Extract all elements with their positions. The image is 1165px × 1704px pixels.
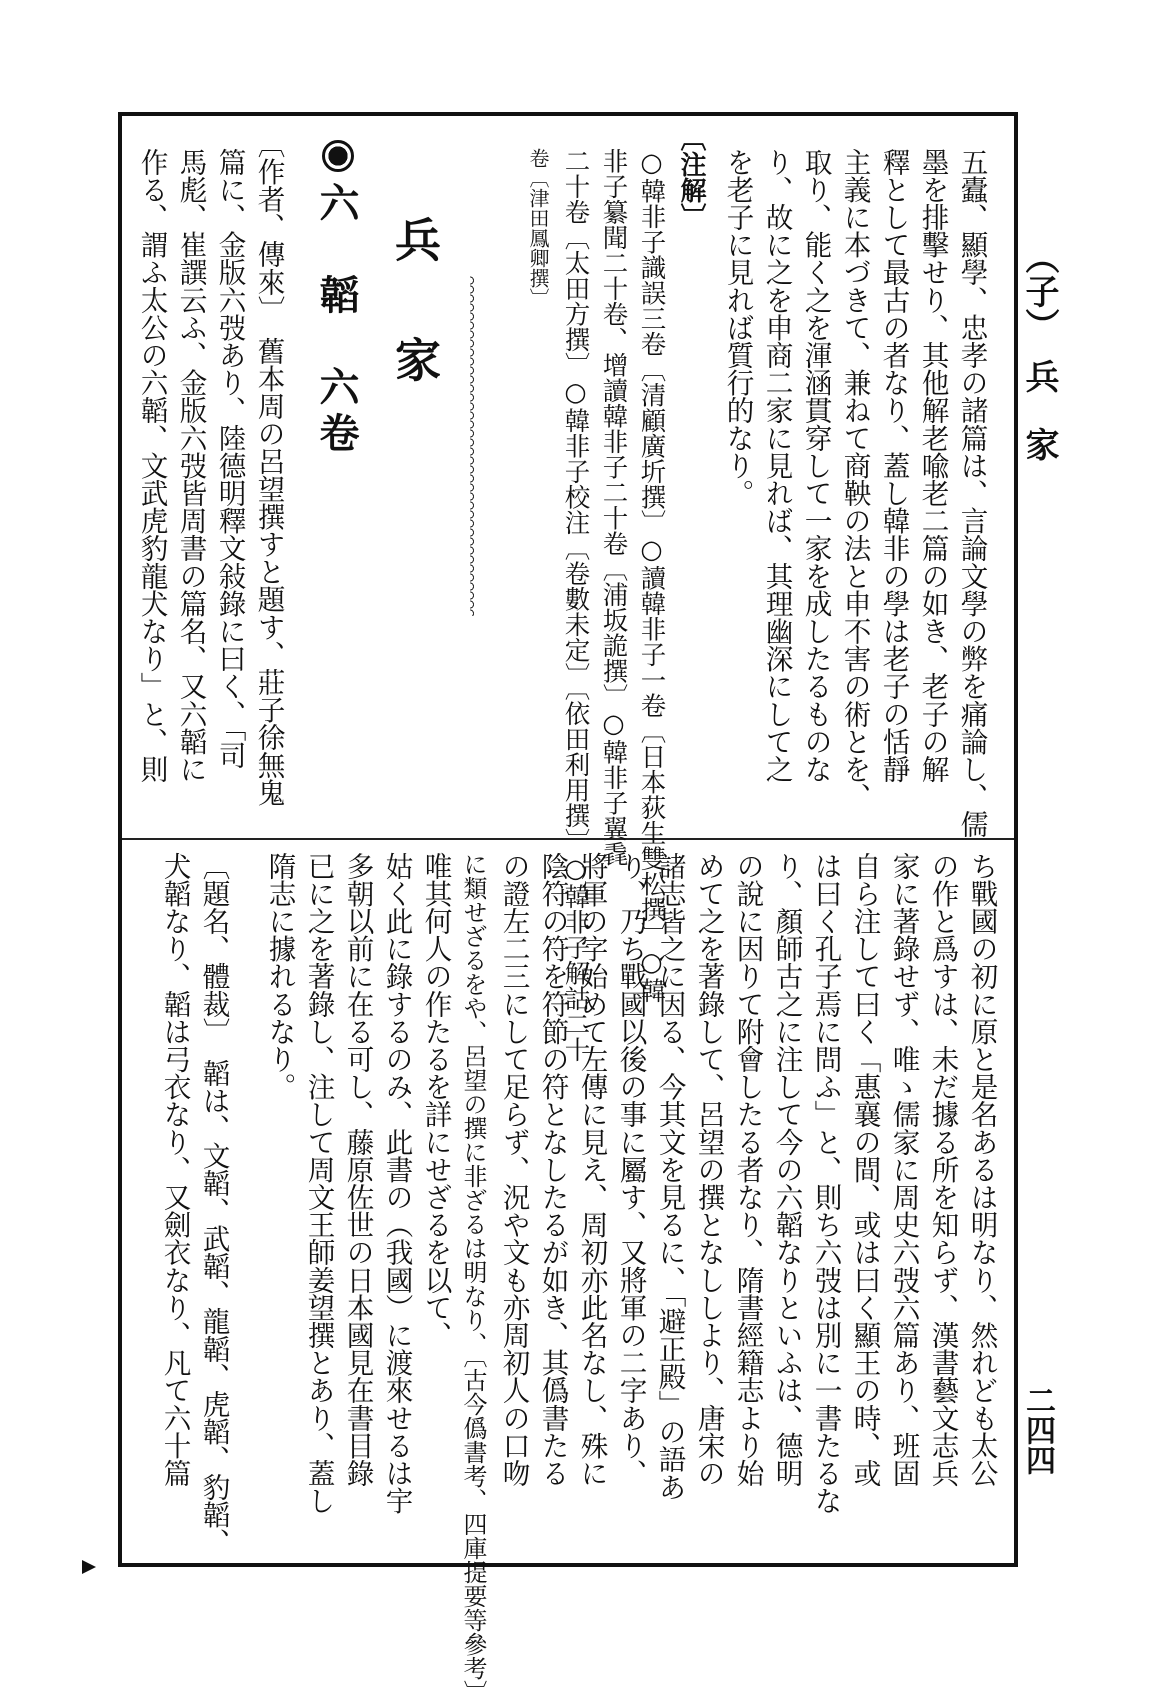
body-line: めて之を著錄して、呂望の撰となししより、唐宋の xyxy=(692,852,726,1487)
author-line: 作る、謂ふ太公の六韜、文武虎豹龍犬なり」と、則 xyxy=(135,148,169,783)
body-line: 主義に本づきて、兼ねて商鞅の法と申不害の術とを、 xyxy=(838,148,872,811)
author-line: 〔作者、傳來〕 舊本周の呂望撰すと題す、莊子徐無鬼 xyxy=(252,130,286,807)
body-line: 已に之を著錄し、注して周文王師姜望撰とあり、蓋し xyxy=(302,852,336,1515)
body-line: 五蠹、顯學、忠孝の諸篇は、言論文學の弊を痛論し、儒 xyxy=(955,148,989,838)
body-line: の說に因りて附會したる者なり、隋書經籍志より始 xyxy=(731,852,765,1487)
corner-arrow-icon xyxy=(82,1560,96,1574)
notes-label: 〔注解〕 xyxy=(676,125,706,229)
title-section-line: 〔題名、體裁〕 韜は、文韜、武韜、龍韜、虎韜、豹韜、 xyxy=(197,852,231,1556)
body-line: 將軍の字始めて左傳に見え、周初亦此名なし、殊に xyxy=(575,852,609,1487)
body-line: 多朝以前に在る可し、藤原佐世の日本國見在書目錄 xyxy=(341,852,375,1487)
body-line: 墨を排擊せり、其他解老喩老二篇の如き、老子の解 xyxy=(916,148,950,783)
body-line: を老子に見れば質行的なり。 xyxy=(721,148,755,507)
body-line: 釋として最古の者なり、蓋し韓非の學は老子の恬靜 xyxy=(877,148,911,783)
body-line: 犬韜なり、韜は弓衣なり、又劍衣なり、凡て六十篇 xyxy=(158,852,192,1487)
body-line: 家に著錄せず、唯ゝ儒家に周史六弢六篇あり、班固 xyxy=(887,852,921,1487)
running-head: （子） 兵 家 xyxy=(1019,240,1059,461)
body-line: の證左二三にして足らず、況や文も亦周初人の口吻 xyxy=(497,852,531,1487)
note-line: 二十卷〔太田方撰〕○韓非子校注〔卷數未定〕〔依田利用撰〕○韓非子解詁二十 xyxy=(560,148,591,1063)
body-line: ち戰國の初に原と是名あるは明なり、然れども太公 xyxy=(965,852,999,1487)
author-line: 馬彪、崔譔云ふ、金版六弢皆周書の篇名、又六韜に xyxy=(174,148,208,783)
book-heading: 六 韜 六卷 xyxy=(313,182,360,458)
page-number: 二四四 xyxy=(1020,1385,1055,1475)
body-line: の作と爲すは、未だ據る所を知らず、漢書藝文志兵 xyxy=(926,852,960,1487)
body-line: り、顏師古之に注して今の六韜なりといふは、德明 xyxy=(770,852,804,1487)
body-line: 自ら注して曰く「惠襄の間、或は曰く顯王の時、或 xyxy=(848,852,882,1487)
note-line: ○韓非子識誤三卷〔清顧廣圻撰〕○讀韓非子一卷〔日本荻生雙松撰〕○韓 xyxy=(636,148,667,1003)
body-line: り、故に之を申商二家に見れば、其理幽深にして之 xyxy=(760,148,794,783)
wavy-rule xyxy=(470,276,482,616)
author-line: 篇に、金版六弢あり、陸德明釋文敍錄に曰く、「司 xyxy=(213,148,247,769)
section-title: 兵 家 xyxy=(388,216,442,396)
body-line: は曰く孔子焉に問ふ」と、則ち六弢は別に一書たるな xyxy=(809,852,843,1515)
body-line: に類せざるをや、呂望の撰に非ざるは明なり、〔古今僞書考、四庫提要等參考〕 xyxy=(459,852,487,1704)
body-line: り、乃ち戰國以後の事に屬す、又將軍の二字あり、 xyxy=(614,852,648,1487)
body-line: 陰符の符を符節の符となしたるが如き、其僞書たる xyxy=(536,852,570,1487)
body-line: 諸志皆之に因る、今其文を見るに、「避正殿」の語あ xyxy=(653,852,687,1501)
bullseye-icon xyxy=(322,140,354,172)
body-line: 姑く此に錄するのみ、此書の（我國）に渡來せるは宇 xyxy=(380,852,414,1515)
body-line: 隋志に據れるなり。 xyxy=(263,852,297,1101)
body-line: 取り、能く之を渾涵貫穿して一家を成したるものな xyxy=(799,148,833,783)
body-line: 唯其何人の作たるを詳にせざるを以て、 xyxy=(419,852,453,1349)
note-line: 卷〔津田鳳卿撰〕 xyxy=(526,148,550,308)
note-line: 非子纂聞二十卷、增讀韓非子二十卷〔浦坂詭撰〕○韓非子翼毳 xyxy=(598,148,629,867)
